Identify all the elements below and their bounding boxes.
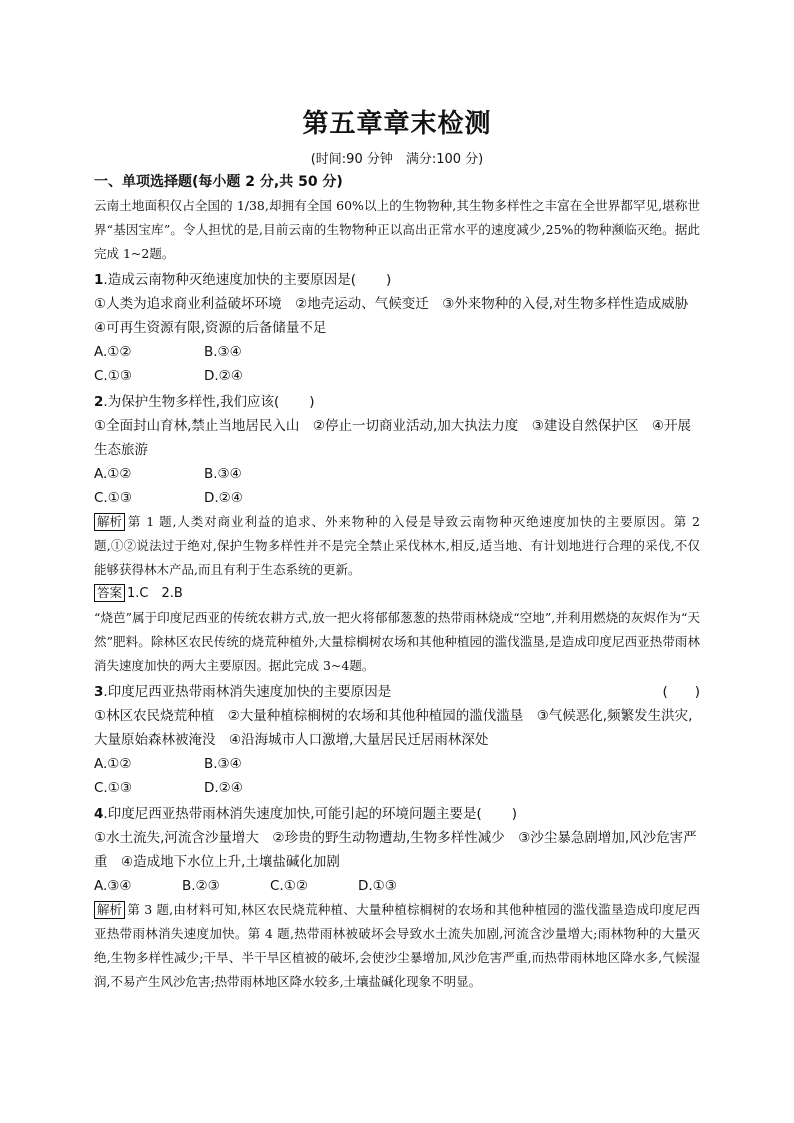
question-2-options (94, 462, 700, 510)
analysis-tag: 解析 (94, 901, 125, 919)
analysis-block-2 (94, 898, 700, 994)
answer-block-1 (94, 582, 700, 606)
question-stem: .造成云南物种灭绝速度加快的主要原因是( (103, 272, 356, 288)
analysis-block-1 (94, 510, 700, 582)
material-paragraph-2: “烧芭”属于印度尼西亚的传统农耕方式,放一把火将郁郁葱葱的热带雨林烧成“空地”,并利用燃烧的灰烬作为“天然”肥料。除林区农民传统的烧荒种植外,大量棕榈树农场和其他种植园的滥伐滥垦,是造成印度尼西亚热带雨林消失速度加快的两大主要原因。据此完成 3~4题。 (94, 610, 700, 673)
exam-info: (时间:90 分钟 满分:100 分) (310, 152, 484, 167)
question-3 (94, 680, 700, 704)
option-c[interactable]: C.①③ (94, 490, 132, 506)
option-a[interactable]: A.①② (94, 466, 132, 482)
section-heading: 一、单项选择题(每小题 2 分,共 50 分) (94, 174, 343, 190)
analysis-text: 第 3 题,由材料可知,林区农民烧荒种植、大量种植棕榈树的农场和其他种植园的滥伐滥垦造成印度尼西亚热带雨林消失速度加快。第 4 题,热带雨林被破坏会导致水土流失加剧,河流含沙量增大;雨林物种的大量灭绝,生物多样性减少;干旱、半干旱区植被的破坏,会使沙尘暴增加,风沙危害严重,而热带雨林地区降水多,气候湿润,不易产生风沙危害;热带雨林地区降水较多,土壤盐碱化现象不明显。 (94, 902, 700, 989)
option-c[interactable]: C.①② (270, 878, 308, 894)
analysis-tag: 解析 (94, 513, 125, 531)
question-4-statements: ①水土流失,河流含沙量增大 ②珍贵的野生动物遭劫,生物多样性减少 ③沙尘暴急剧增加,风沙危害严重 ④造成地下水位上升,土壤盐碱化加剧 (94, 830, 697, 870)
question-2 (94, 390, 700, 414)
option-c[interactable]: C.①③ (94, 368, 132, 384)
option-d[interactable]: D.②④ (204, 368, 243, 384)
question-2-statements: ①全面封山育林,禁止当地居民入山 ②停止一切商业活动,加大执法力度 ③建设自然保护区 ④开展生态旅游 (94, 418, 691, 458)
question-number: 1 (94, 272, 104, 288)
analysis-text: 第 1 题,人类对商业利益的追求、外来物种的入侵是导致云南物种灭绝速度加快的主要原因。第 2题,①②说法过于绝对,保护生物多样性并不是完全禁止采伐林木,相反,适当地、有计划地进行合理的采伐,不仅能够获得林木产品,而且有利于生态系统的更新。 (94, 514, 700, 577)
option-a[interactable]: A.③④ (94, 878, 132, 894)
option-d[interactable]: D.②④ (204, 780, 243, 796)
option-b[interactable]: B.③④ (204, 466, 242, 482)
page-title: 第五章章末检测 (302, 109, 492, 139)
answer-text: 1.C 2.B (127, 586, 183, 601)
question-stem: .印度尼西亚热带雨林消失速度加快,可能引起的环境问题主要是( (103, 806, 482, 822)
question-close-paren: ) (309, 394, 315, 410)
exam-content (94, 172, 700, 994)
answer-parenthesis: ( ) (662, 684, 700, 700)
question-stem: .为保护生物多样性,我们应该( (103, 394, 280, 410)
question-close-paren: ) (385, 272, 392, 288)
question-number: 3 (94, 684, 104, 700)
question-1-statements: ①人类为追求商业利益破坏环境 ②地壳运动、气候变迁 ③外来物种的入侵,对生物多样性造成威胁 ④可再生资源有限,资源的后备储量不足 (94, 296, 702, 336)
question-number: 4 (94, 806, 104, 822)
question-1 (94, 268, 700, 292)
option-a[interactable]: A.①② (94, 756, 132, 772)
question-number: 2 (94, 394, 104, 410)
question-close-paren: ) (511, 806, 518, 822)
answer-tag: 答案 (94, 584, 125, 602)
question-stem: .印度尼西亚热带雨林消失速度加快的主要原因是 (103, 684, 392, 700)
option-b[interactable]: B.③④ (204, 756, 242, 772)
question-3-statements: ①林区农民烧荒种植 ②大量种植棕榈树的农场和其他种植园的滥伐滥垦 ③气候恶化,频繁发生洪灾,大量原始森林被淹没 ④沿海城市人口激增,大量居民迁居雨林深处 (94, 708, 693, 748)
question-3-options (94, 752, 700, 800)
option-b[interactable]: B.③④ (204, 344, 242, 360)
option-c[interactable]: C.①③ (94, 780, 132, 796)
option-d[interactable]: D.①③ (358, 878, 397, 894)
question-4-options (94, 874, 700, 898)
option-d[interactable]: D.②④ (204, 490, 243, 506)
option-b[interactable]: B.②③ (182, 878, 220, 894)
material-paragraph-1: 云南土地面积仅占全国的 1/38,却拥有全国 60%以上的生物物种,其生物多样性之丰富在全世界都罕见,堪称世界“基因宝库”。令人担忧的是,目前云南的生物物种正以高出正常水平的速度减少,25%的物种濒临灭绝。据此完成 1~2题。 (94, 198, 700, 261)
question-1-options (94, 340, 700, 388)
option-a[interactable]: A.①② (94, 344, 132, 360)
question-4 (94, 802, 700, 826)
